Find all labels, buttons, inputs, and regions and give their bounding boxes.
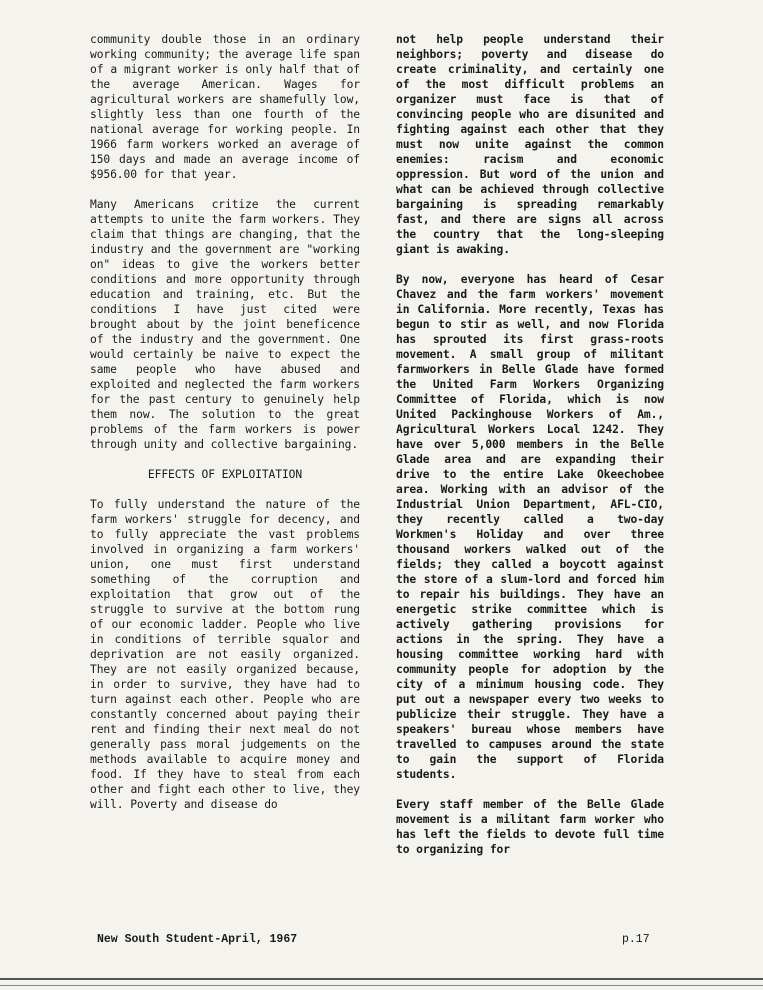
paragraph: not help people understand their neighbors; poverty and disease do create criminality, and certainly one of the most difficult problems an organizer must face is that of convincing people who are disunited and fighting against each other that they must now unite against the common enemies: racism and economic oppression. But word of the union and what can be achieved through collective bargaining is spreading remarkably fast, and there are signs all across the country that the long-sleeping giant is awaking. <box>396 33 664 256</box>
paragraph: Many Americans critize the current attempts to unite the farm workers. They claim that things are changing, that the industry and the government are "working on" ideas to give the workers better conditions and more opportunity through education and training, etc. But the conditions I have just cited were brought about by the joint beneficence of the industry and the government. One would certainly be naive to expect the same people who have abused and exploited and neglected the farm workers for the past century to genuinely help them now. The solution to the great problems of the farm workers is power through unity and collective bargaining. <box>90 198 360 451</box>
paragraph: To fully understand the nature of the farm workers' struggle for decency, and to fully appreciate the vast problems involved in organizing a farm workers' union, one must first understand something of the corruption and exploitation that grow out of the struggle to survive at the bottom rung of our economic ladder. People who live in conditions of terrible squalor and deprivation are not easily organized. They are not easily organized because, in order to survive, they have had to turn against each other. People who are constantly concerned about paying their rent and finding their next meal do not generally pass moral judgements on the methods available to acquire money and food. If they have to steal from each other and fight each other to live, they will. Poverty and disease do <box>90 498 360 811</box>
left-column <box>90 32 360 827</box>
paragraph: community double those in an ordinary working community; the average life span of a migrant worker is only half that of the average American. Wages for agricultural workers are shamefully low, slightly less than one fourth of the national average for working people. In 1966 farm workers worked an average of 150 days and made an average income of $956.00 for that year. <box>90 33 360 181</box>
right-column <box>396 32 664 872</box>
page-edge-rule <box>0 978 763 980</box>
paragraph: By now, everyone has heard of Cesar Chavez and the farm workers' movement in California. More recently, Texas has begun to stir as well, and now Florida has sprouted its first grass-roots movement. A small group of militant farmworkers in Belle Glade have formed the United Farm Workers Organizing Committee of Florida, which is now United Packinghouse Workers of Am., Agricultural Workers Local 1242. They have over 5,000 members in the Belle Glade area and are expanding their drive to the entire Lake Okeechobee area. Working with an advisor of the Industrial Union Department, AFL-CIO, they recently called a two-day Workmen's Holiday and over three thousand workers walked out of the fields; they called a boycott against the store of a slum-lord and forced him to repair his buildings. They have an energetic strike committee which is actively gathering provisions for actions in the spring. They have a housing committee working hard with community people for adoption by the city of a minimum housing code. They put out a newspaper every two weeks to publicize their struggle. They have a speakers' bureau whose members have travelled to campuses around the state to gain the support of Florida students. <box>396 273 664 781</box>
paragraph: Every staff member of the Belle Glade movement is a militant farm worker who has left the fields to devote full time to organizing for <box>396 798 664 856</box>
publication-footer: New South Student-April, 1967 <box>97 933 298 946</box>
page-number: p.17 <box>622 933 650 946</box>
page-edge-rule <box>0 985 763 986</box>
section-heading: EFFECTS OF EXPLOITATION <box>147 468 303 481</box>
